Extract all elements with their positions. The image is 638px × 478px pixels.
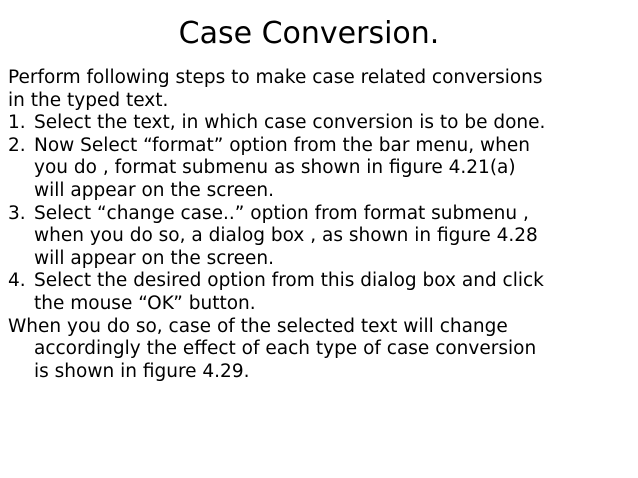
step-text [34,203,634,271]
step-number: 1. [8,112,26,134]
step-1 [8,112,634,135]
step-2 [8,135,634,203]
intro-line: in the typed text. [8,89,169,111]
step-4 [8,270,634,315]
slide-body [8,67,634,383]
step-3 [8,203,634,271]
step-line: when you do so, a dialog box , as shown in figure 4.28 [34,225,538,247]
closing-line: accordingly the effect of each type of case conversion [34,338,537,360]
step-line: Select the text, in which case conversion is to be done. [34,112,546,134]
step-number: 3. [8,202,26,224]
step-number: 4. [8,270,26,292]
closing-line: When you do so, case of the selected text will change [8,315,508,337]
intro-paragraph [8,67,634,112]
step-line: you do , format submenu as shown in figure 4.21(a) [34,157,516,179]
step-line: the mouse “OK” button. [34,292,256,314]
step-number: 2. [8,134,26,156]
intro-line: Perform following steps to make case related conversions [8,67,543,88]
step-text [34,135,634,203]
step-line: will appear on the screen. [34,179,275,201]
closing-line: is shown in figure 4.29. [34,360,250,382]
step-line: Select “change case..” option from format submenu , [34,202,529,224]
step-line: will appear on the screen. [34,247,275,269]
slide-title: Case Conversion. [178,16,440,51]
step-line: Select the desired option from this dialog box and click [34,270,544,292]
step-text [34,112,634,135]
step-text [34,270,634,315]
step-line: Now Select “format” option from the bar menu, when [34,134,530,156]
closing-paragraph [8,316,634,384]
